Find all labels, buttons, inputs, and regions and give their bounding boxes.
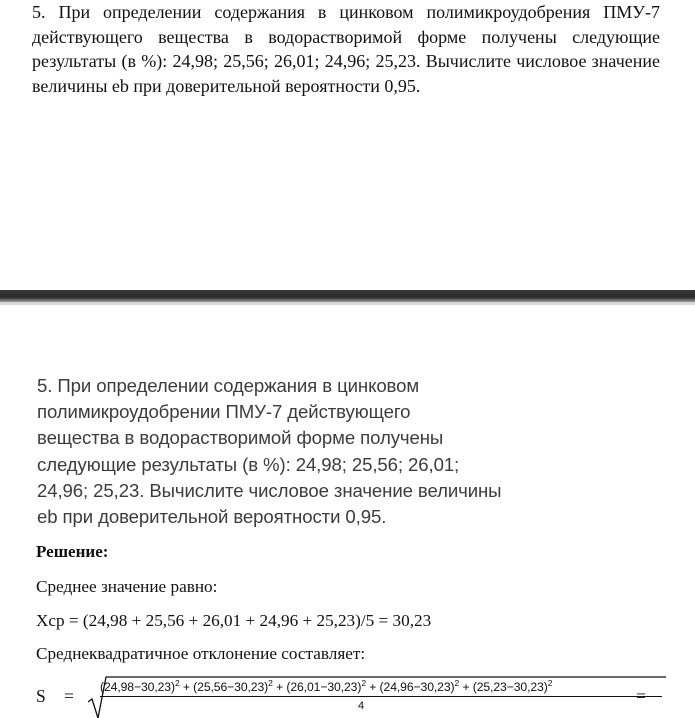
section-divider: [0, 290, 695, 302]
exponent: 2: [361, 678, 366, 688]
scan-line: eb при доверительной вероятности 0,95.: [37, 506, 387, 528]
scan-line: полимикроудобрении ПМУ-7 действующего: [37, 401, 411, 423]
std-symbol: S: [36, 686, 46, 706]
std-formula: [36, 676, 676, 718]
problem-statement-scan: [37, 373, 557, 530]
scan-line: вещества в водорастворимой форме получены: [37, 427, 444, 449]
fraction-denominator: 4: [358, 700, 365, 712]
numerator-term: + (25,56−30,23): [182, 680, 269, 695]
numerator-term: + (25,23−30,23): [462, 680, 548, 695]
mean-intro: Среднее значение равно:: [36, 577, 218, 596]
problem-statement: 5. При определении содержания в цинковом полимикроудобрения ПМУ-7 действующего вещества в водорастворимой форме получены следующие результаты (в %): 24,98; 25,56; 26,01; 24,96; 25,23. Вычислите числовое значение величины еb при доверительной вероятности 0,95.: [32, 2, 660, 96]
numerator-term: (24,98−30,23): [100, 680, 175, 695]
exponent: 2: [174, 678, 180, 688]
trailing-equals-sign: =: [636, 686, 646, 706]
numerator-term: + (26,01−30,23): [276, 680, 362, 695]
mean-formula: Xср = (24,98 + 25,56 + 26,01 + 24,96 + 25,23)/5 = 30,23: [36, 611, 432, 630]
equals-sign: =: [64, 686, 74, 706]
scan-line: 5. При определении содержания в цинковом: [37, 375, 420, 396]
fraction-bar: [100, 696, 662, 697]
exponent: 2: [268, 678, 273, 688]
scan-line: 24,96; 25,23. Вычислите числовое значение величины: [37, 479, 502, 501]
numerator-term: + (24,96−30,23): [369, 680, 455, 695]
solution-heading: Решение:: [36, 542, 109, 561]
fraction-numerator: [100, 678, 552, 694]
std-intro: Среднеквадратичное отклонение составляет:: [36, 644, 366, 663]
exponent: 2: [454, 678, 460, 688]
exponent: 2: [547, 678, 553, 688]
scan-line: следующие результаты (в %): 24,98; 25,56; 26,01;: [37, 453, 460, 475]
